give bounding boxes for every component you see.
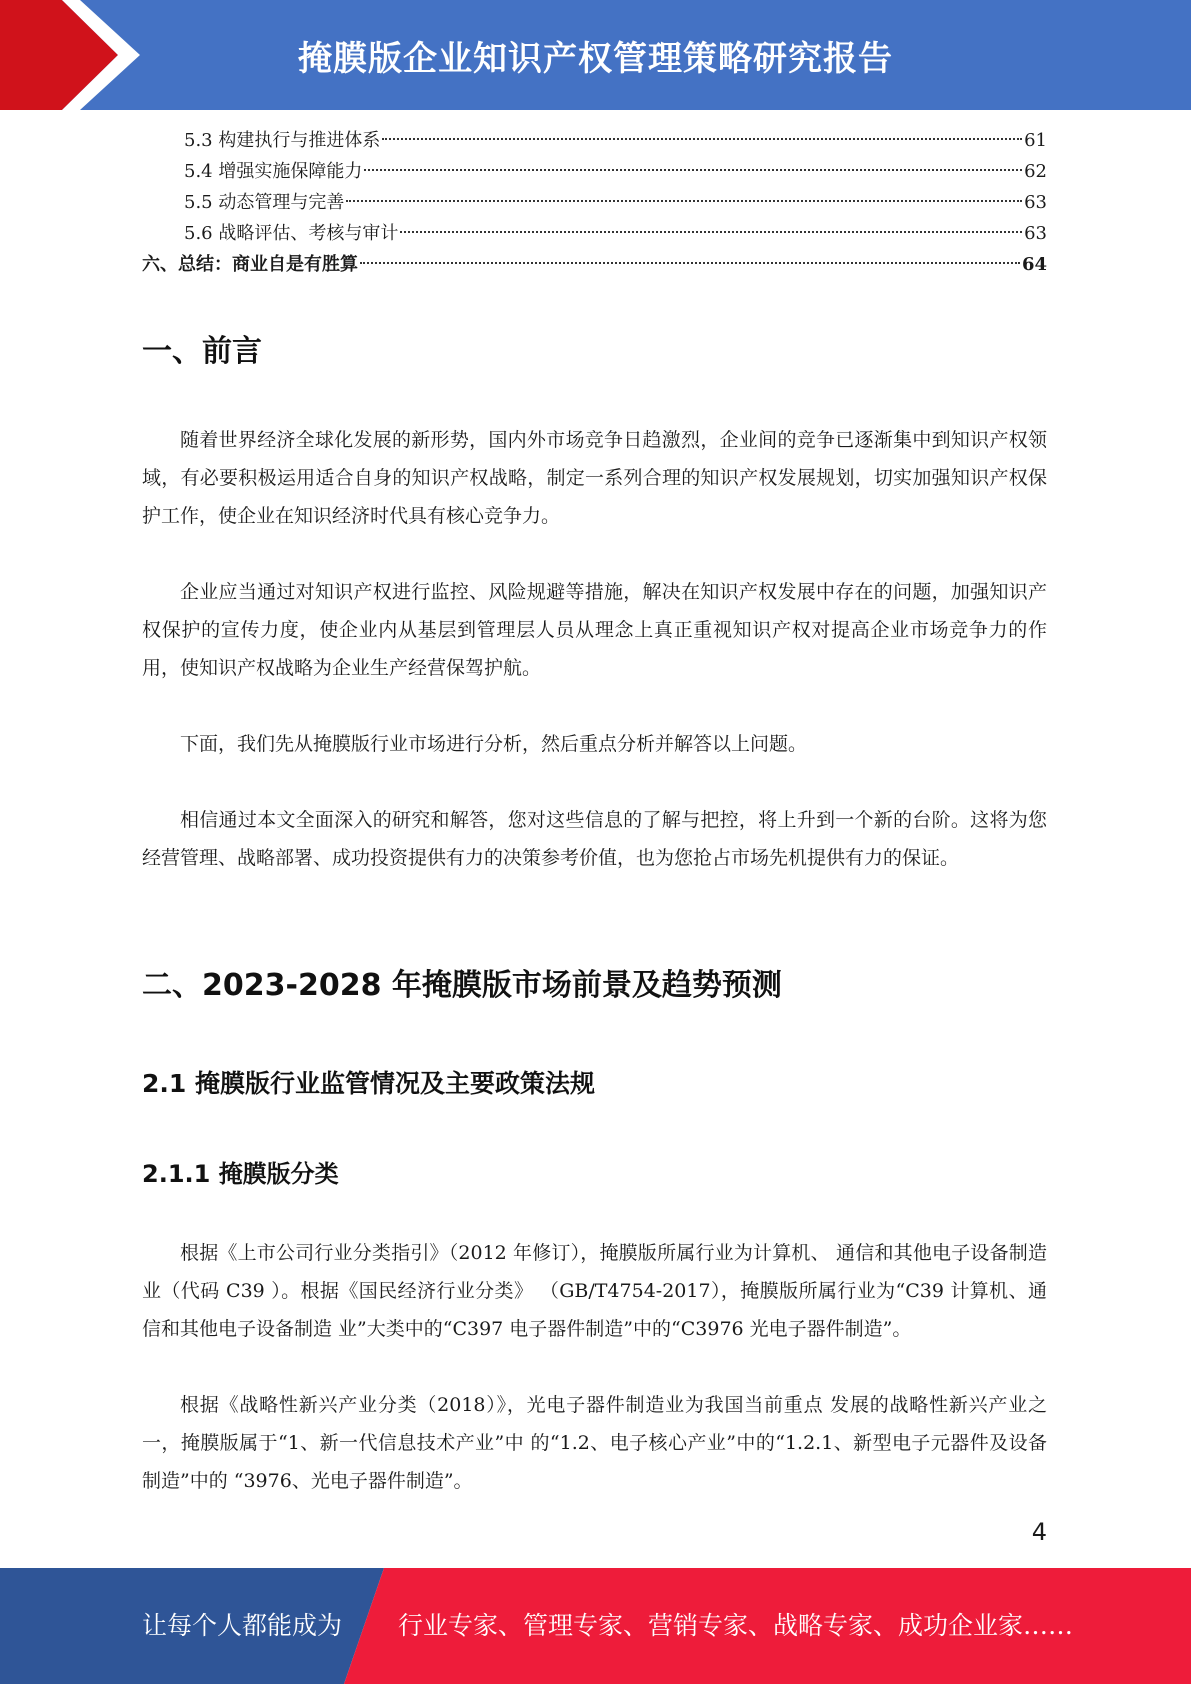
toc-entry-page: 64: [1021, 254, 1047, 275]
toc-leader-dots: [346, 200, 1022, 202]
toc-entry-label: 5.3 构建执行与推进体系: [184, 130, 381, 151]
toc-entry-page: 63: [1024, 192, 1047, 213]
toc-entry-label: 5.5 动态管理与完善: [184, 192, 345, 213]
page-footer: [0, 1568, 1191, 1684]
toc-entry-page: 62: [1024, 161, 1047, 182]
document-title: 掩膜版企业知识产权管理策略研究报告: [298, 38, 893, 79]
toc-leader-dots: [360, 262, 1020, 264]
footer-slogan-left: 让每个人都能成为: [142, 1611, 343, 1640]
toc-entry[interactable]: [142, 249, 1047, 280]
toc-leader-dots: [364, 169, 1022, 171]
body-paragraph: 随着世界经济全球化发展的新形势，国内外市场竞争日趋激烈，企业间的竞争已逐渐集中到知识产权领域，有必要积极运用适合自身的知识产权战略，制定一系列合理的知识产权发展规划，切实加强知识产权保护工作，使企业在知识经济时代具有核心竞争力。: [142, 429, 1047, 527]
toc-entry[interactable]: [142, 156, 1047, 187]
page-header: [0, 0, 1191, 110]
subsection-heading: 2.1 掩膜版行业监管情况及主要政策法规: [142, 1069, 595, 1098]
toc-entry[interactable]: [142, 187, 1047, 218]
body-paragraph: 企业应当通过对知识产权进行监控、风险规避等措施，解决在知识产权发展中存在的问题，加强知识产权保护的宣传力度，使企业内从基层到管理层人员从理念上真正重视知识产权对提高企业市场竞争力的作用，使知识产权战略为企业生产经营保驾护航。: [142, 581, 1047, 679]
toc-entry-label: 5.4 增强实施保障能力: [184, 161, 363, 182]
footer-slogan-right: 行业专家、管理专家、营销专家、战略专家、成功企业家……: [398, 1611, 1074, 1640]
header-arrow-decoration: [0, 0, 160, 110]
toc-entry[interactable]: [142, 125, 1047, 156]
body-paragraph: 根据《上市公司行业分类指引》（2012 年修订），掩膜版所属行业为计算机、 通信和其他电子设备制造业（代码 C39 ）。根据《国民经济行业分类》 （GB/T4754-2017），掩膜版所属行业为“C39 计算机、通信和其他电子设备制造 业”大类中的“C397 电子器件制造”中的“C3976 光电子器件制造”。: [142, 1242, 1047, 1340]
body-paragraph: 下面，我们先从掩膜版行业市场进行分析，然后重点分析并解答以上问题。: [180, 733, 808, 755]
toc-entry[interactable]: [142, 218, 1047, 249]
toc-entry-page: 61: [1024, 130, 1047, 151]
toc-entry-label: 5.6 战略评估、考核与审计: [184, 223, 399, 244]
toc-leader-dots: [400, 231, 1022, 233]
section-heading-preface: 一、前言: [142, 334, 262, 369]
subsubsection-heading: 2.1.1 掩膜版分类: [142, 1160, 339, 1188]
section-heading-market-forecast: 二、2023-2028 年掩膜版市场前景及趋势预测: [142, 968, 782, 1003]
toc-leader-dots: [382, 138, 1022, 140]
body-paragraph: 相信通过本文全面深入的研究和解答，您对这些信息的了解与把控，将上升到一个新的台阶。这将为您经营管理、战略部署、成功投资提供有力的决策参考价值，也为您抢占市场先机提供有力的保证。: [142, 809, 1047, 869]
toc-entry-page: 63: [1024, 223, 1047, 244]
page-number: 4: [1031, 1518, 1047, 1546]
toc-section: [142, 125, 1047, 280]
body-paragraph: 根据《战略性新兴产业分类（2018）》，光电子器件制造业为我国当前重点 发展的战略性新兴产业之一，掩膜版属于“1、新一代信息技术产业”中 的“1.2、电子核心产业”中的“1.2.1、新型电子元器件及设备制造”中的 “3976、光电子器件制造”。: [142, 1394, 1047, 1492]
toc-entry-label: 六、总结：商业自是有胜算: [142, 254, 358, 275]
